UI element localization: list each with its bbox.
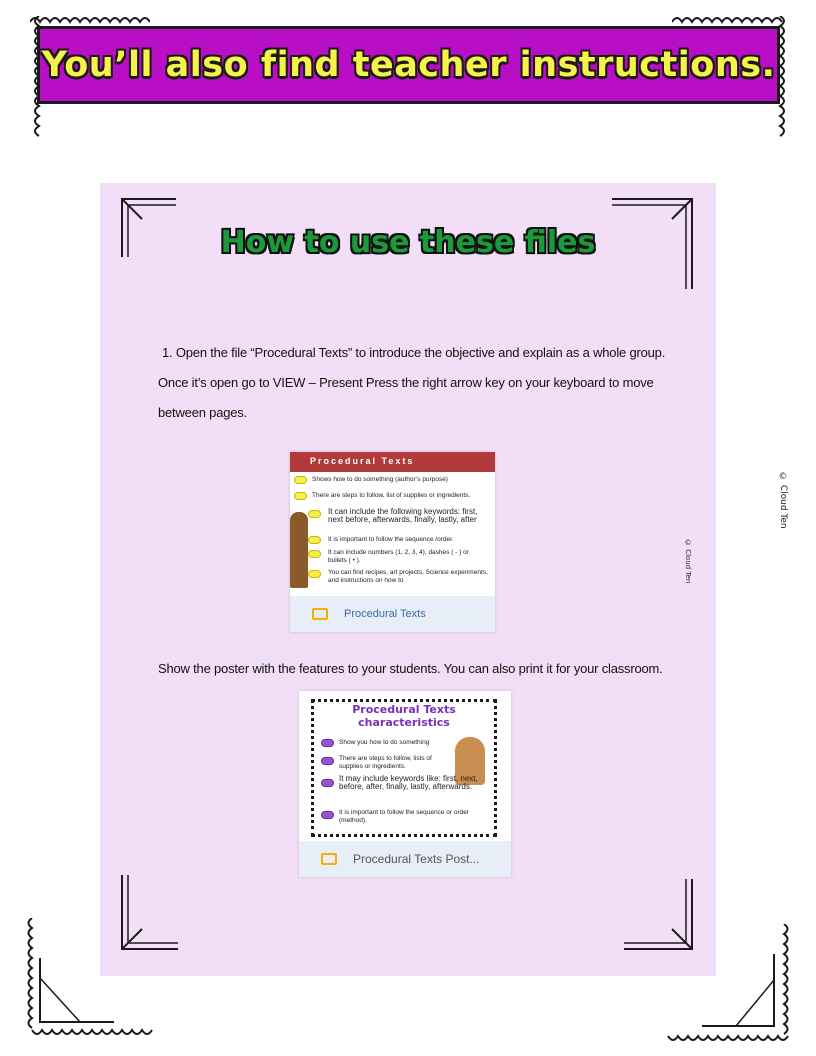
title-banner: [37, 26, 780, 104]
pointing-hand-icon: [308, 536, 321, 544]
explorer-character-illustration: [290, 512, 308, 588]
card-2-filename: Procedural Texts Post...: [353, 852, 480, 866]
poster-title: Procedural Texts characteristics: [352, 703, 456, 729]
card-2-row-4: It is important to follow the sequence or order (method).: [339, 809, 470, 824]
pointing-hand-icon: [308, 550, 321, 558]
pointing-hand-icon: [294, 476, 307, 484]
pointing-hand-icon: [321, 757, 334, 765]
card-2-row-1: Show you how to do something: [339, 739, 430, 746]
banner-title: You’ll also find teacher instructions.: [41, 45, 776, 85]
card-1-row-6: You can find recipes, art projects, Science experiments, and instructions on how to: [328, 569, 488, 584]
pointing-hand-icon: [321, 739, 334, 747]
card-1-row-5: It can include numbers (1, 2, 3, 4), dashes ( - ) or bullets ( • ).: [328, 549, 469, 564]
pointing-hand-icon: [321, 779, 334, 787]
pointing-hand-icon: [294, 492, 307, 500]
card-1-file-bar: [290, 596, 495, 632]
step-1-text: 1. Open the file “Procedural Texts” to introduce the objective and explain as a whole group. Once it’s open go to VIEW – Present Press the right arrow key on your keyboard to move between pages.: [158, 345, 666, 420]
step-2-text: Show the poster with the features to your students. You can also print it for your classroom.: [158, 661, 663, 676]
instruction-sheet: [100, 183, 716, 976]
page-corner-bottom-right-decoration: [666, 924, 796, 1048]
sheet-copyright-watermark: © Cloud Ten: [684, 539, 692, 584]
card-2-row-3: It may include keywords like: first, next, before, after, finally, lastly, afterwards.: [339, 774, 478, 791]
procedural-texts-poster-file-card[interactable]: [299, 691, 511, 877]
card-2-row-2: There are steps to follow, lists of supplies or ingredients.: [339, 755, 432, 770]
card-1-row-4: It is important to follow the sequence /order.: [328, 536, 454, 543]
card-1-row-3: It can include the following keywords: first, next before, afterwards, finally, lastly, after: [328, 507, 478, 524]
page-copyright-watermark: © Cloud Ten: [778, 472, 788, 529]
card-1-row-1: Shows how to do something (author’s purpose): [312, 476, 448, 483]
card-2-thumbnail: [299, 691, 511, 841]
slides-file-icon: [321, 853, 337, 865]
pointing-hand-icon: [308, 510, 321, 518]
pointing-hand-icon: [308, 570, 321, 578]
card-2-file-bar: [299, 841, 511, 877]
card-1-row-2: There are steps to follow, list of supplies or ingredients.: [312, 492, 471, 499]
slides-file-icon: [312, 608, 328, 620]
page-corner-bottom-left-decoration: [24, 918, 154, 1044]
card-1-filename: Procedural Texts: [344, 608, 426, 620]
pointing-hand-icon: [321, 811, 334, 819]
card-1-header-text: Procedural Texts: [310, 456, 415, 466]
procedural-texts-file-card[interactable]: [290, 452, 495, 632]
instructions-title: How to use these files: [220, 225, 596, 260]
card-1-thumbnail: [290, 452, 495, 596]
